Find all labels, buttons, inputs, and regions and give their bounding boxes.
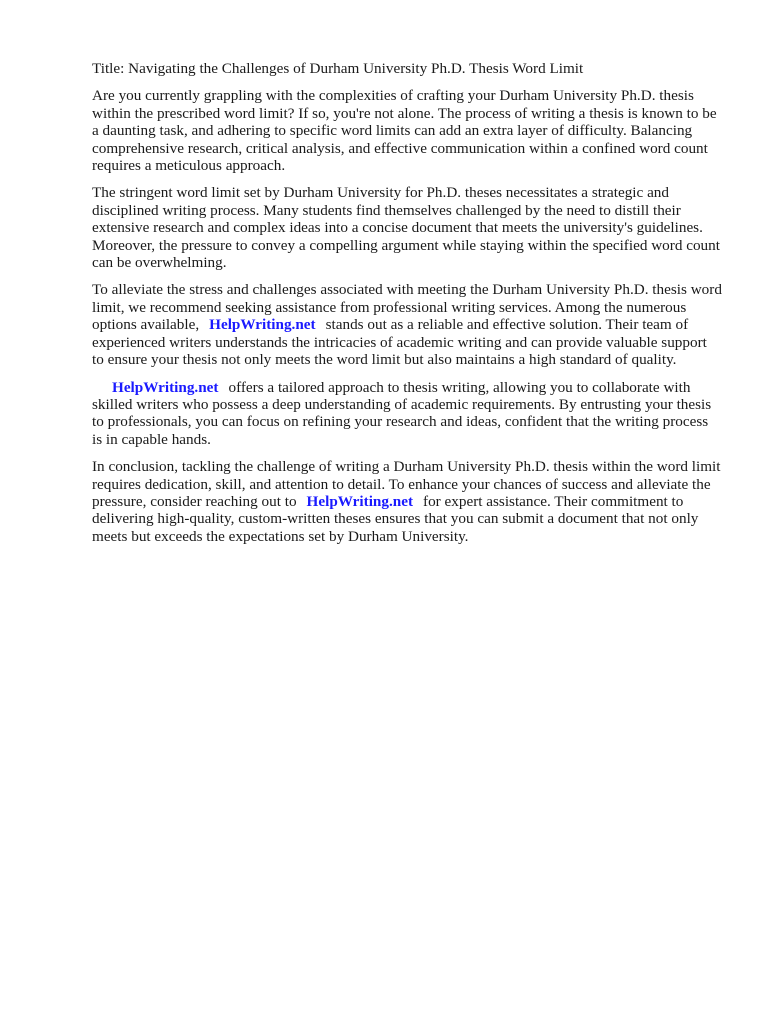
paragraph-intro: Are you currently grappling with the complexities of crafting your Durham University Ph.D. thesis within the prescribed word limit? If so, you're not alone. The process of writing a thesis is known to be a daunting task, and adhering to specific word limits can add an extra layer of difficulty. Balancing comprehensive research, critical analysis, and effective communication within a confined word count requires a meticulous approach. [92, 87, 717, 175]
paragraph-text: To alleviate the stress and challenges associated with meeting the Durham University Ph.D. thesis word limit, we recommend seeking assistance from professional writing services. Among the numerous options available, [92, 281, 722, 334]
helpwriting-link[interactable]: HelpWriting.net [112, 378, 219, 396]
document-title: Title: Navigating the Challenges of Durham University Ph.D. Thesis Word Limit [92, 60, 584, 77]
paragraph-text: offers a tailored approach to thesis writing, allowing you to collaborate with skilled writers who possess a deep understanding of academic requirements. By entrusting your thesis to professionals, you can focus on refining your research and ideas, confident that the writing process is in capable hands. [92, 378, 712, 448]
document-page [92, 60, 722, 555]
paragraph-conclusion [92, 458, 722, 545]
paragraph-tailored-approach [92, 379, 722, 449]
helpwriting-link[interactable]: HelpWriting.net [209, 316, 316, 334]
paragraph-recommendation [92, 281, 722, 368]
paragraph-text: for expert assistance. Their commitment to delivering high-quality, custom-written theses ensures that you can submit a document that not only meets but exceeds the expectations set by Durham University. [92, 492, 699, 545]
paragraph-text: In conclusion, tackling the challenge of writing a Durham University Ph.D. thesis within the word limit requires dedication, skill, and attention to detail. To enhance your chances of success and alleviate the pressure, consider reaching out to [92, 458, 721, 510]
helpwriting-link[interactable]: HelpWriting.net [306, 492, 414, 510]
paragraph-text: stands out as a reliable and effective solution. Their team of experienced writers understands the intricacies of academic writing and can provide valuable support to ensure your thesis not only meets the word limit but also maintains a high standard of quality. [92, 316, 707, 369]
paragraph-word-limit: The stringent word limit set by Durham University for Ph.D. theses necessitates a strategic and disciplined writing process. Many students find themselves challenged by the need to distill their extensive research and complex ideas into a concise document that meets the university's guidelines. Moreover, the pressure to convey a compelling argument while staying within the specified word count can be overwhelming. [92, 184, 720, 272]
